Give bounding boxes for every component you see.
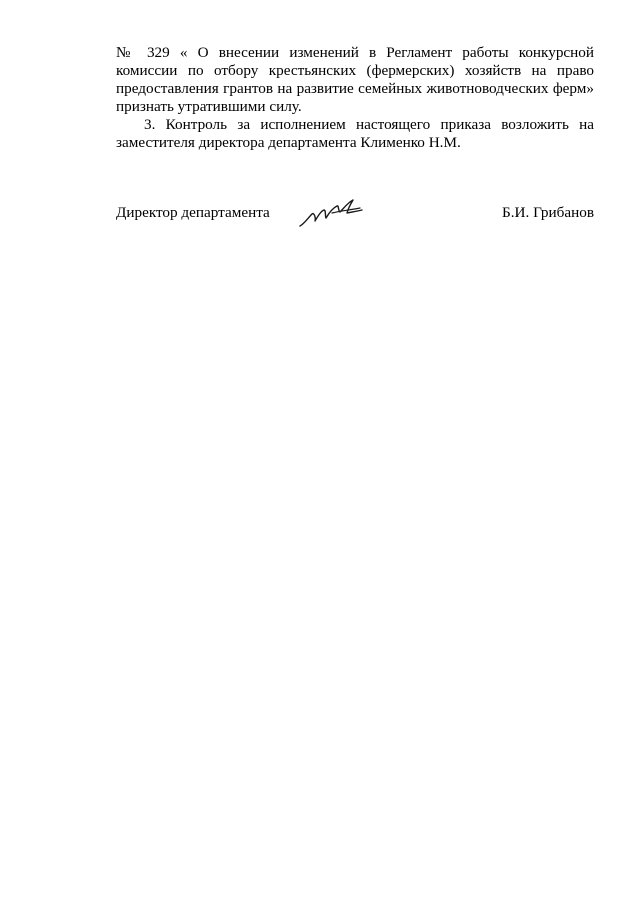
handwritten-signature	[296, 196, 370, 232]
paragraph-control: 3. Контроль за исполнением настоящего приказа возложить на заместителя директора департамента Клименко Н.М.	[116, 116, 594, 151]
signature-block	[116, 204, 594, 234]
signatory-name: Б.И. Грибанов	[502, 204, 594, 221]
signatory-position: Директор департамента	[116, 204, 270, 221]
paragraph-repeal: № 329 « О внесении изменений в Регламент работы конкурсной комиссии по отбору крестьянских (фермерских) хозяйств на право предоставления грантов на развитие семейных животноводческих ферм» признать утратившими силу.	[116, 44, 594, 115]
document-body	[116, 44, 594, 152]
